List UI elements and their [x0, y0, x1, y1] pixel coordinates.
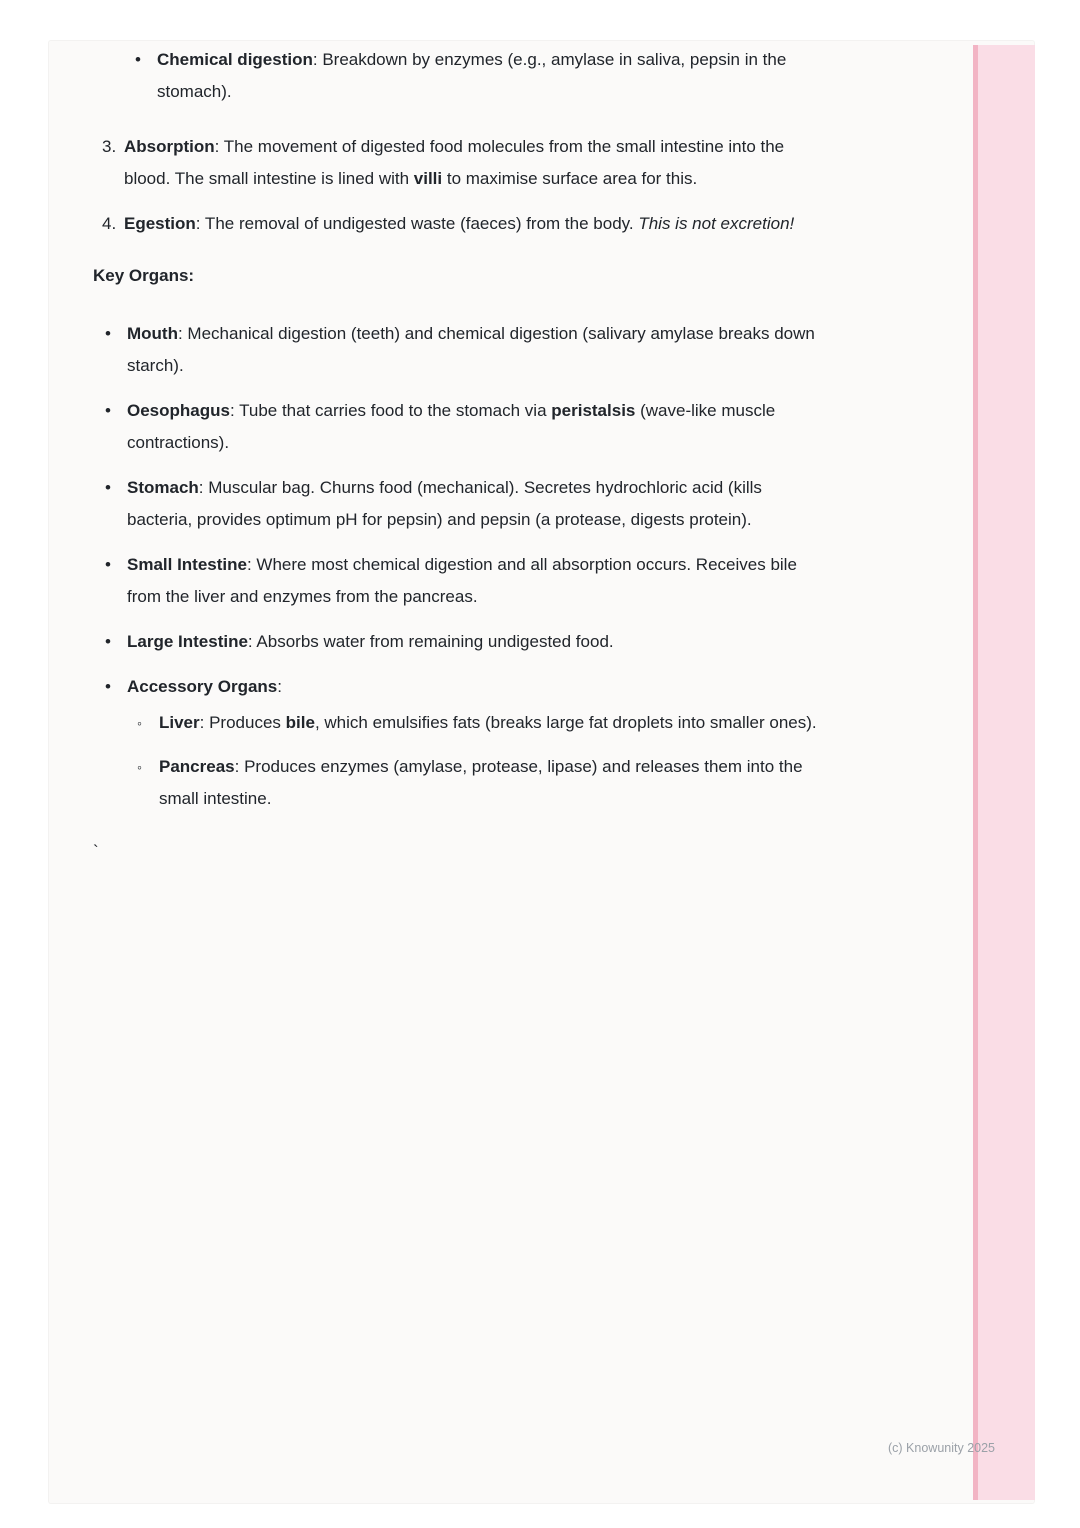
bullet-icon: ◦: [137, 715, 142, 731]
bold-text-run: Accessory Organs: [127, 677, 278, 696]
bold-text-run: Egestion: [124, 214, 196, 233]
text-run: : Produces enzymes (amylase, protease, lipase) and releases them into the small intestine.: [159, 757, 803, 808]
text-run: : The movement of digested food molecules from the small intestine into the blood. The small intestine is lined with: [124, 137, 785, 188]
text-run: : Produces: [199, 713, 286, 732]
item-text: [127, 626, 831, 658]
item-text: [124, 208, 831, 240]
bullet-icon: •: [105, 324, 111, 343]
bullet-icon: •: [135, 50, 141, 69]
bullet-icon: •: [105, 478, 111, 497]
list-item: [105, 671, 831, 814]
bullet-icon: •: [105, 632, 111, 651]
text-run: : Muscular bag. Churns food (mechanical). Secretes hydrochloric acid (kills bacteria, provides optimum pH for pepsin) and pepsin (a protease, digests protein).: [127, 478, 762, 529]
list-item: [135, 44, 831, 108]
bullet-icon: •: [105, 555, 111, 574]
bold-text-run: Pancreas: [159, 757, 235, 776]
text-run: : Where most chemical digestion and all absorption occurs. Receives bile from the liver and enzymes from the pancreas.: [127, 555, 797, 606]
bullet-icon: ◦: [137, 759, 142, 775]
list-item: [105, 472, 831, 536]
sub-list: [137, 707, 831, 827]
text-run: (wave-like muscle contractions).: [127, 401, 776, 452]
bold-text-run: Large Intestine: [127, 632, 248, 651]
list-item: [102, 208, 831, 240]
item-text: [127, 671, 831, 703]
bullet-icon: •: [105, 401, 111, 420]
item-text: [124, 131, 831, 195]
text-run: : Tube that carries food to the stomach via: [229, 401, 552, 420]
item-text: [127, 549, 831, 613]
item-text: [159, 707, 831, 739]
item-text: [127, 472, 831, 536]
page-edge-accent-band: [978, 45, 1035, 1500]
list-item: [105, 626, 831, 658]
bold-text-run: peristalsis: [551, 401, 636, 420]
item-text: [159, 751, 831, 815]
text-run: : Mechanical digestion (teeth) and chemical digestion (salivary amylase breaks down starch).: [127, 324, 815, 375]
copyright-watermark: (c) Knowunity 2025: [888, 1441, 996, 1455]
bold-text-run: villi: [413, 169, 443, 188]
stray-backtick: `: [93, 842, 99, 861]
text-run: : The removal of undigested waste (faeces) from the body.: [195, 214, 639, 233]
chemical-digestion-list: [135, 44, 831, 108]
bold-text-run: Chemical digestion: [157, 50, 313, 69]
text-run: : Absorbs water from remaining undigested food.: [247, 632, 614, 651]
bold-text-run: Absorption: [124, 137, 215, 156]
bold-text-run: bile: [285, 713, 315, 732]
list-item: [105, 395, 831, 459]
list-item: [105, 549, 831, 613]
list-item: [102, 131, 831, 195]
item-number: 3.: [102, 137, 117, 156]
item-text: [157, 44, 831, 108]
item-number: 4.: [102, 214, 117, 233]
text-run: :: [277, 677, 282, 696]
bullet-icon: •: [105, 677, 111, 696]
text-run: : Breakdown by enzymes (e.g., amylase in saliva, pepsin in the stomach).: [157, 50, 787, 101]
bold-text-run: Liver: [159, 713, 200, 732]
item-text: [127, 318, 831, 382]
list-item: [105, 318, 831, 382]
bold-text-run: Small Intestine: [127, 555, 247, 574]
item-text: [127, 395, 831, 459]
notes-content: [93, 44, 831, 868]
bold-text-run: Oesophagus: [127, 401, 230, 420]
bold-text-run: Stomach: [127, 478, 199, 497]
key-organs-heading: Key Organs:: [93, 266, 195, 285]
text-run: , which emulsifies fats (breaks large fat droplets into smaller ones).: [314, 713, 817, 732]
digestion-stages-list: [102, 131, 831, 240]
text-run: to maximise surface area for this.: [442, 169, 698, 188]
list-item: [137, 751, 831, 815]
italic-text-run: This is not excretion!: [638, 214, 795, 233]
bold-text-run: Mouth: [127, 324, 178, 343]
list-item: [137, 707, 831, 739]
key-organs-list: [105, 318, 831, 814]
